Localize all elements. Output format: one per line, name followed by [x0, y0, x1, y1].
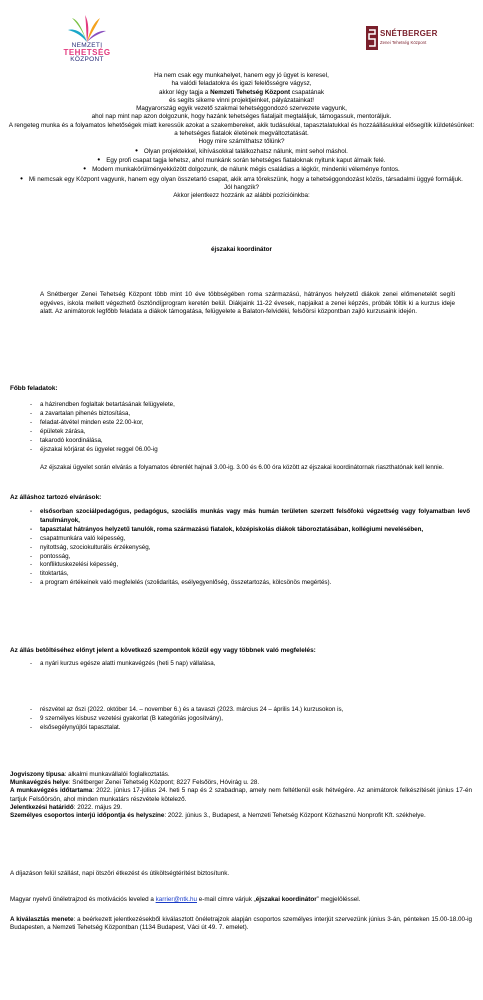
detail-place-label: Munkavégzés helye: [10, 779, 69, 787]
selection-label: A kiválasztás menete: [10, 916, 74, 923]
intro-bullets: [8, 147, 475, 184]
task-item: - éjszakai körjárat és ügyelet reggel 06.00-ig: [30, 446, 470, 455]
email-link[interactable]: karrier@ntk.hu: [155, 896, 197, 903]
advantages-list: [30, 706, 470, 733]
snetberger-logo-name: SNÉTBERGER: [380, 29, 438, 38]
advantage-item: - 9 személyes kisbusz vezetési gyakorlat (B kategóriás jogosítvány),: [30, 715, 470, 724]
intro-line: Ha nem csak egy munkahelyet, hanem egy jó ügyet is keresel,: [154, 72, 329, 79]
intro-join-line: [8, 89, 475, 97]
detail-time: [10, 787, 472, 803]
requirement-item: - pontosság,: [30, 553, 470, 562]
ntk-logo-line1: NEMZETI: [71, 42, 103, 49]
intro-text: [8, 72, 475, 200]
ntk-logo-burst-icon: [64, 14, 110, 44]
detail-time-value: : 2022. június 17-július 24. heti 5 nap és 2 szabadnap, amely nem feltétlenül esik hétvégére. Az animátorok felkészítését június 17-én tartjuk Felsőörsön, ahol minden munkatárs részvétele kötelező.: [10, 787, 472, 803]
advantage-item: - részvétel az őszi (2022. október 14. – november 6.) és a tavaszi (2023. március 24 – április 14.) kurzusokon is,: [30, 706, 470, 715]
intro-closing: Akkor jelentkezz hozzánk az alábbi pozícióinkba:: [173, 192, 310, 200]
apply-mid: e-mail címre várjuk „: [197, 896, 256, 903]
intro-bullet: • Egy profi csapat tagja lehetsz, ahol munkánk során tehetséges fiataloknak nyitunk kaput álmaik felé.: [8, 156, 475, 165]
task-item: - a zavartalan pihenés biztosítása,: [30, 410, 470, 419]
task-item: - épületek zárása,: [30, 428, 470, 437]
advantage-item: - a nyári kurzus egésze alatti munkavégzés (heti 5 nap) vállalása,: [30, 660, 470, 669]
detail-deadline: [10, 804, 472, 812]
tasks-heading: Főbb feladatok:: [10, 385, 58, 392]
task-item: - a házirendben foglaltak betartásának felügyelete,: [30, 401, 470, 410]
selection-value: : a beérkezett jelentkezésekből kiválasztott önéletrajzok alapján csoportos személyes interjút szervezünk június 3-án, pénteken 15.00-18.00-ig Budapesten, a Nemzeti Tehetség Központban (1134 Budapest, Váci út 49. 7. emelet).: [10, 916, 472, 932]
detail-interview: [10, 812, 472, 820]
task-item: - feladat-átvétel minden este 22.00-kor,: [30, 419, 470, 428]
intro-line: A rengeteg munka és a folyamatos lehetőségek miatt keressük azokat a szakembereket, akik tudásukkal, tapasztalatukkal és hozzáállásukkal elősegítik küldetésünket: a tehetséges fiatalok életének megváltoztatását.: [8, 121, 475, 138]
advantage-item: - elsősegélynyújtói tapasztalat.: [30, 724, 470, 733]
role-description: A Snétberger Zenei Tehetség Központ több mint 10 éve többségében roma származású, hátrányos helyzetű diákok zenei előmenetelét segíti egyéves, iskola mellett végezhető ösztöndíjprogram keretén belül. Diákjaink 11-22 évesek, napjaikat a zenei képzés, próbák töltik ki a kurzus ideje alatt. Az animátorok legfőbb feladata a diákok támogatása, felügyelete a Balaton-felvidéki, felsőörsi központban zajló kurzusaink idején.: [40, 291, 455, 316]
intro-line: ahol nap mint nap azon dolgozunk, hogy hazánk tehetséges fiataljait megtaláljuk, támogassuk, mentoráljuk.: [91, 113, 392, 121]
detail-place: [10, 779, 472, 787]
ntk-logo-line3: KÖZPONT: [70, 56, 104, 63]
detail-deadline-value: : 2022. május 29.: [73, 803, 123, 811]
intro-line: és segíts sikerre vinni projektjeinket, pályázatainkat!: [169, 96, 314, 104]
detail-place-value: : Snétberger Zenei Tehetség Központ; 8227 Felsőörs, Hóvirág u. 28.: [68, 779, 260, 787]
intro-line: ha valódi feladatokra és igazi felelősségre vágysz,: [171, 80, 312, 88]
snetberger-logo-sub: Zenei Tehetség Központ: [380, 40, 427, 45]
detail-type-value: : alkalmi munkavállalói foglalkoztatás.: [64, 771, 170, 778]
ntk-logo: [52, 14, 122, 74]
intro-line: Hogy mire számíthatsz tőlünk?: [198, 138, 285, 146]
selection-info: [10, 916, 472, 932]
ntk-logo-line2: TEHETSÉG: [63, 48, 111, 57]
advantages-first: [30, 660, 470, 669]
requirement-item: - elsősorban szociálpedagógus, pedagógus, szociális munkás vagy más humán területen szerzett felsőfokú végzettség vagy folyamatban levő tanulmányok,: [30, 508, 470, 526]
advantages-heading: Az állás betöltéséhez előnyt jelent a következő szempontok közül egy vagy többnek való megfelelés:: [10, 647, 316, 654]
requirement-item: - konfliktuskezelési képesség,: [30, 561, 470, 570]
requirement-item: - nyitottság, szociokulturális érzékenység,: [30, 544, 470, 553]
job-details: [10, 771, 472, 820]
tasks-note: Az éjszakai ügyelet során elvárás a folyamatos ébrenlét hajnali 3.00-ig. 3.00 és 6.00 óra között az éjszakai koordinátornak riaszthatónak kell lennie.: [40, 464, 444, 471]
role-title: éjszakai koordinátor: [211, 246, 272, 253]
snetberger-logo: [366, 26, 456, 54]
tasks-list: [30, 401, 470, 454]
intro-bullet: • Modern munkakörülményekközött dolgozunk, de nálunk mégis családias a légkör, mindenki véleménye fontos.: [8, 165, 475, 174]
requirement-item: - titoktartás,: [30, 570, 470, 579]
intro-bullet: • Olyan projektekkel, kihívásokkal találkozhatsz nálunk, mint sehol máshol.: [8, 147, 475, 156]
task-item: - takarodó koordinálása,: [30, 437, 470, 446]
detail-type-label: Jogviszony típusa: [10, 771, 65, 778]
requirement-item: - csapatmunkára való képesség,: [30, 535, 470, 544]
intro-closing: Jól hangzik?: [223, 183, 259, 191]
intro-join-org: Nemzeti Tehetség Központ: [210, 88, 291, 96]
requirements-heading: Az álláshoz tartozó elvárások:: [10, 494, 102, 501]
detail-type: [10, 771, 472, 779]
detail-deadline-label: Jelentkezési határidő: [10, 803, 74, 811]
detail-time-label: A munkavégzés időtartama: [10, 787, 93, 795]
detail-interview-label: Személyes csoportos interjú időpontja és helyszíne: [10, 812, 165, 820]
apply-pre: Magyar nyelvű önéletrajzod és motivációs leveled a: [10, 896, 156, 903]
requirement-item: - tapasztalat hátrányos helyzetű tanulók, roma származású fiatalok, középiskolás diákok táboroztatásában, kollégiumi nevelésében,: [30, 526, 470, 535]
intro-bullet: • Mi nemcsak egy Központ vagyunk, hanem egy olyan összetartó csapat, akik arra törekszünk, hogy a tehetséggondozást közös, társadalmi üggyé formáljuk.: [8, 175, 475, 184]
intro-join-post: csapatának: [290, 88, 325, 96]
apply-subject: éjszakai koordinátor: [255, 896, 317, 903]
apply-post: ” megjelöléssel.: [316, 896, 361, 903]
intro-line: Magyarország egyik vezető szakmai tehetséggondozó szervezete vagyunk,: [136, 105, 347, 113]
requirements-list: [30, 508, 470, 588]
snetberger-mark-icon: [366, 26, 378, 50]
intro-join-pre: akkor légy tagja a: [158, 88, 211, 96]
detail-interview-value: : 2022. június 3., Budapest, a Nemzeti Tehetség Központ Közhasznú Nonprofit Kft. székhelye.: [164, 812, 426, 820]
apply-info: [10, 896, 472, 904]
requirement-item: - a program értékeinek való megfelelés (szolidaritás, esélyegyenlőség, összetartozás, kölcsönös megértés).: [30, 579, 470, 588]
pay-info: A díjazáson felül szállást, napi ötszöri étkezést és útiköltségtérítést biztosítunk.: [10, 870, 230, 877]
